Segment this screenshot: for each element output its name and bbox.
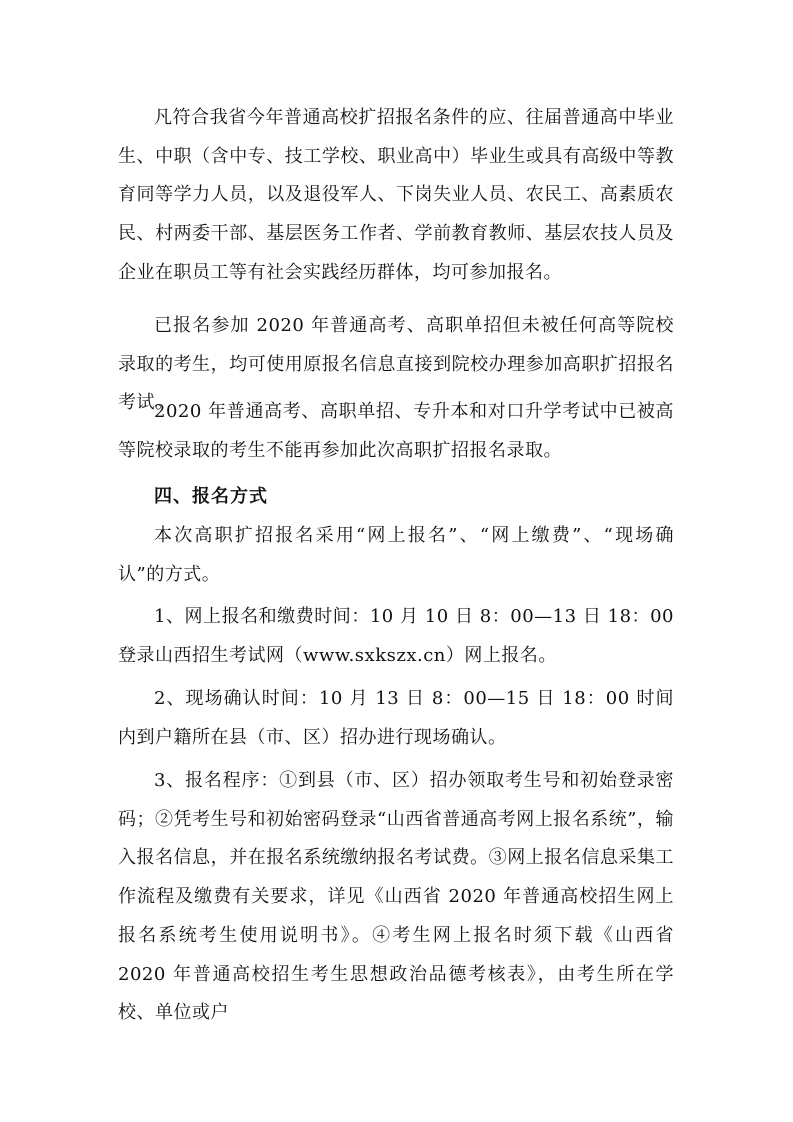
online-registration-paragraph: 1、网上报名和缴费时间：10 月 10 日 8：00—13 日 18：00 登录山西招生考试网（www.sxkszx.cn）网上报名。 — [118, 606, 674, 666]
eligibility-paragraph: 凡符合我省今年普通高校扩招报名条件的应、往届普通高中毕业生、中职（含中专、技工学校、职业高中）毕业生或具有高级中等教育同等学力人员，以及退役军人、下岗失业人员、农民工、高素质农民、村两委干部、基层医务工作者、学前教育教师、基层农技人员及企业在职员工等有社会实践经历群体，均可参加报名。 — [118, 107, 674, 283]
admitted-exclusion-paragraph: 2020 年普通高考、高职单招、专升本和对口升学考试中已被高等院校录取的考生不能再参加此次高职扩招报名录取。 — [118, 401, 674, 461]
section-heading: 四、报名方式 — [154, 486, 268, 507]
registration-procedure-paragraph: 3、报名程序：①到县（市、区）招办领取考生号和初始登录密码；②凭考生号和初始密码登录“山西省普通高考网上报名系统”，输入报名信息，并在报名系统缴纳报名考试费。③网上报名信息采集工作流程及缴费有关要求，详见《山西省 2020 年普通高校招生网上报名系统考生使用说明书》。④考生网上报名时须下载《山西省 2020 年普通高校招生考生思想政治品德考核表》，由考生所在学校、单位或户 — [118, 770, 674, 1024]
onsite-confirmation-paragraph: 2、现场确认时间：10 月 13 日 8：00—15 日 18：00 时间内到户籍所在县（市、区）招办进行现场确认。 — [118, 688, 674, 748]
previous-applicants-paragraph: 已报名参加 2020 年普通高考、高职单招但未被任何高等院校录取的考生，均可使用原报名信息直接到院校办理参加高职扩招报名考试。 — [118, 315, 674, 414]
method-intro-paragraph: 本次高职扩招报名采用“网上报名”、“网上缴费”、“现场确认”的方式。 — [118, 525, 674, 585]
